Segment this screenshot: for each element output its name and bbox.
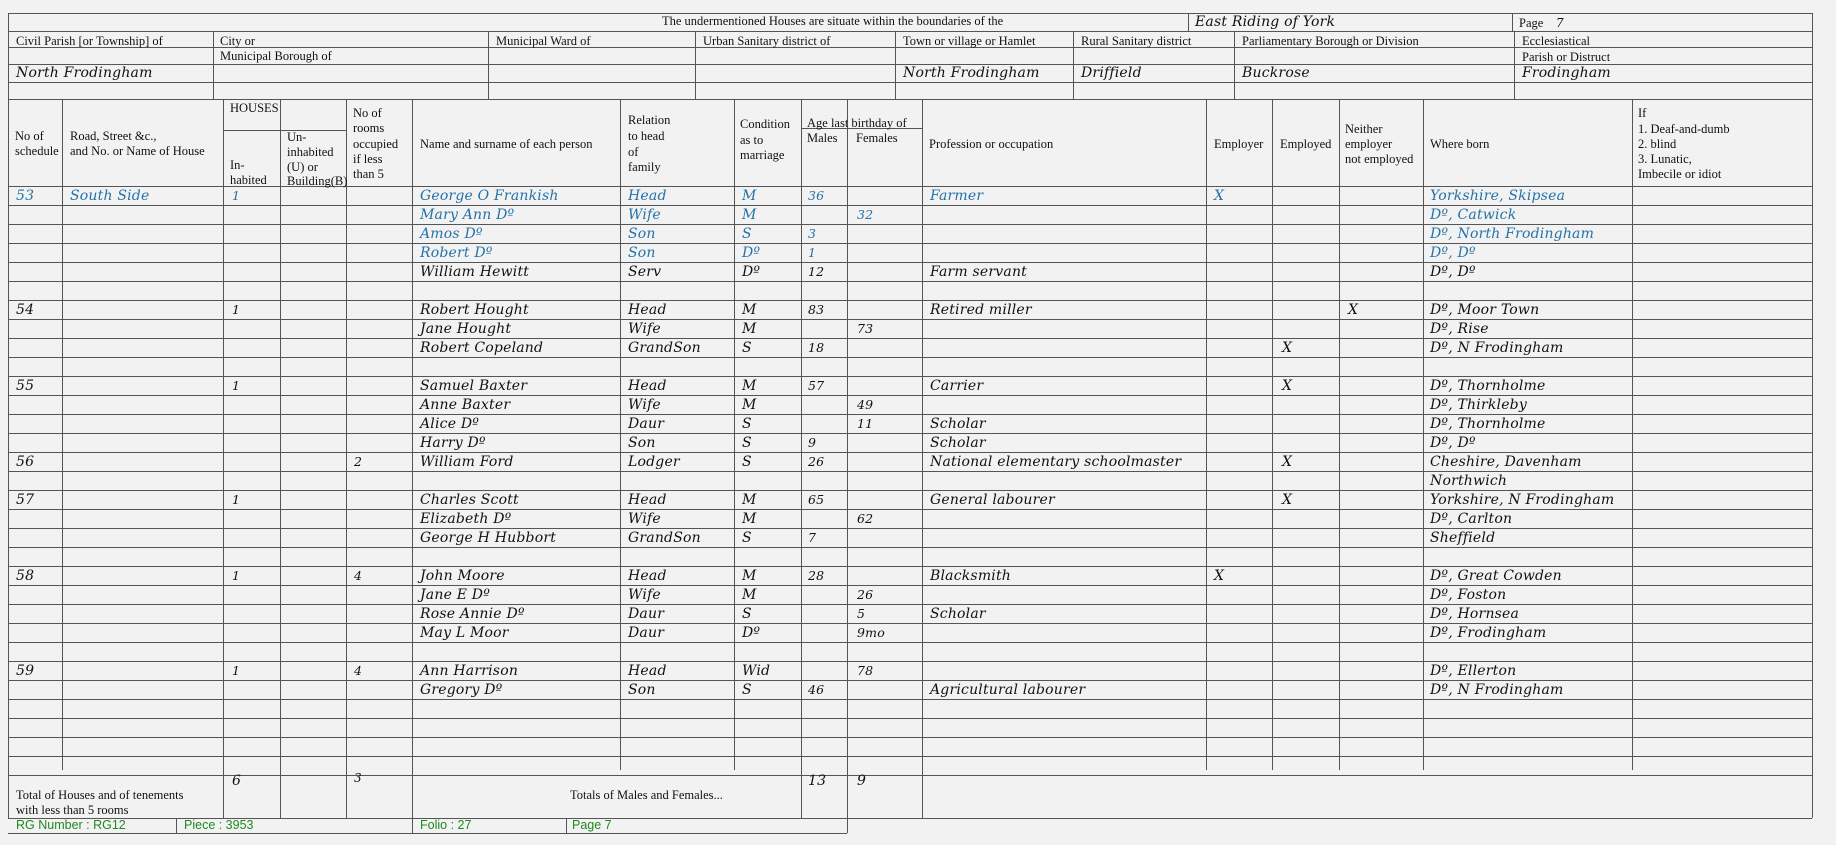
cell-inhabited: 1 [232,188,241,203]
rule-line [1234,31,1235,99]
col-infirmity-1: If [1638,106,1647,120]
rule-line [346,770,347,818]
cell-schedule: 54 [16,302,35,318]
col-infirmity-5: Imbecile or idiot [1638,167,1722,181]
rule-line [8,756,1812,757]
cell-name: Alice Dº [420,416,480,432]
municipal-borough-label: Municipal Borough of [220,49,332,63]
rule-line [8,31,1812,32]
cell-condition: S [742,340,752,356]
civil-parish-value: North Frodingham [16,65,153,81]
rule-line [1272,99,1273,770]
rule-line [1512,13,1513,31]
col-infirmity-2: 1. Deaf-and-dumb [1638,122,1730,136]
col-infirmity-3: 2. blind [1638,137,1677,151]
rule-line [8,775,1812,776]
cell-condition: S [742,454,752,470]
col-condition-2: as to [740,133,764,147]
rule-line [488,31,489,99]
cell-males: 36 [808,188,825,203]
cell-occupation: Retired miller [930,302,1032,318]
rule-line [8,99,1812,100]
cell-condition: M [742,188,757,204]
cell-where-born: Dº, N Frodingham [1430,340,1564,356]
rule-line [8,395,1812,396]
cell-relation: Head [628,378,667,394]
cell-relation: Daur [628,606,665,622]
rule-line [801,99,802,770]
cell-schedule: 57 [16,492,35,508]
cell-schedule: 55 [16,378,35,394]
cell-females: 26 [857,587,874,602]
cell-name: George H Hubbort [420,530,557,546]
rule-line [1423,99,1424,770]
rule-line [412,818,413,833]
parliamentary-value: Buckrose [1242,65,1310,81]
rule-line [223,99,224,770]
cell-road: South Side [70,188,150,204]
col-rooms-2: rooms [353,121,385,135]
col-houses: HOUSES [230,101,279,115]
cell-relation: Head [628,302,667,318]
rural-sanitary-value: Driffield [1081,65,1142,81]
rule-line [8,585,1812,586]
cell-occupation: Farmer [930,188,984,204]
totals-males-females-label: Totals of Males and Females... [570,788,723,802]
cell-males: 12 [808,264,825,279]
cell-relation: Son [628,682,656,698]
cell-males: 18 [808,340,825,355]
col-relation-2: to head [628,129,665,143]
rule-line [922,770,923,818]
footer-page: Page 7 [572,818,612,832]
cell-where-born: Dº, Frodingham [1430,625,1547,641]
cell-relation: Wife [628,321,661,337]
col-uninhabited-4: Building(B) [287,174,348,188]
cell-males: 26 [808,454,825,469]
cell-name: Jane E Dº [420,587,490,603]
rule-line [8,604,1812,605]
cell-where-born: Dº, Thornholme [1430,416,1546,432]
cell-occupation: Agricultural labourer [930,682,1086,698]
cell-name: May L Moor [420,625,509,641]
cell-males: 57 [808,378,825,393]
rule-line [922,99,923,770]
rule-line [695,31,696,99]
cell-females: 11 [857,416,874,431]
rule-line [8,528,1812,529]
cell-name: William Hewitt [420,264,530,280]
rule-line [8,205,1812,206]
cell-condition: Dº [742,625,761,641]
col-occupation: Profession or occupation [929,137,1054,151]
totals-males: 13 [808,773,827,789]
rule-line [8,300,1812,301]
rule-line [8,547,1812,548]
rule-line [8,718,1812,719]
cell-where-born: Cheshire, Davenham [1430,454,1582,470]
totals-houses-label-1: Total of Houses and of tenements [16,788,184,802]
cell-occupation: Scholar [930,416,986,432]
rule-line [8,490,1812,491]
cell-schedule: 58 [16,568,35,584]
col-uninhabited-3: (U) or [287,160,318,174]
parliamentary-label: Parliamentary Borough or Division [1242,34,1419,48]
cell-condition: S [742,530,752,546]
totals-houses-inhabited: 6 [232,773,242,789]
cell-where-born: Dº, Dº [1430,264,1476,280]
cell-name: Robert Hought [420,302,529,318]
col-neither-1: Neither [1345,122,1383,136]
cell-males: 1 [808,245,817,260]
col-road-2: and No. or Name of House [70,144,205,158]
cell-rooms: 2 [354,454,363,469]
cell-relation: Serv [628,264,662,280]
rule-line [1339,99,1340,770]
cell-relation: Head [628,663,667,679]
rule-line [8,452,1812,453]
cell-relation: Wife [628,587,661,603]
cell-inhabited: 1 [232,492,241,507]
cell-name: Anne Baxter [420,397,511,413]
rule-line [1188,13,1189,31]
cell-relation: Head [628,568,667,584]
rule-line [8,509,1812,510]
cell-employer: X [1214,568,1225,584]
cell-employed: X [1282,340,1293,356]
cell-name: Gregory Dº [420,682,503,698]
cell-where-born: Dº, Foston [1430,587,1507,603]
municipal-ward-label: Municipal Ward of [496,34,591,48]
boundary-text: The undermentioned Houses are situate within the boundaries of the [662,14,1004,28]
cell-rooms: 4 [354,663,363,678]
cell-inhabited: 1 [232,378,241,393]
cell-schedule: 53 [16,188,35,204]
rule-line [8,186,1812,187]
col-schedule-2: schedule [15,144,59,158]
cell-where-born: Dº, Catwick [1430,207,1517,223]
rule-line [847,818,848,833]
cell-occupation: Scholar [930,606,986,622]
rule-line [8,243,1812,244]
cell-where-born: Dº, Great Cowden [1430,568,1562,584]
cell-relation: Wife [628,207,661,223]
cell-employed: X [1282,378,1293,394]
cell-where-born: Dº, North Frodingham [1430,226,1595,242]
col-infirmity-4: 3. Lunatic, [1638,152,1692,166]
cell-where-born: Dº, Moor Town [1430,302,1540,318]
col-where-born: Where born [1430,137,1490,151]
cell-males: 9 [808,435,817,450]
page-value: 7 [1556,16,1564,30]
cell-relation: Head [628,492,667,508]
city-label: City or [220,34,256,48]
rule-line [412,770,413,818]
rule-line [280,130,281,770]
footer-piece: Piece : 3953 [184,818,254,832]
cell-females: 5 [857,606,866,621]
cell-name: Rose Annie Dº [420,606,525,622]
rule-line [346,99,347,770]
col-schedule-1: No of [15,129,44,143]
rule-line [1812,13,1813,818]
county-value: East Riding of York [1195,14,1336,30]
cell-employer: X [1214,188,1225,204]
town-village-label: Town or village or Hamlet [903,34,1036,48]
col-inhabited-2: habited [230,173,267,187]
cell-males: 83 [808,302,825,317]
rule-line [8,99,9,818]
cell-where-born: Sheffield [1430,530,1496,546]
rule-line [801,770,802,818]
cell-males: 3 [808,226,817,241]
rule-line [8,433,1812,434]
cell-occupation: General labourer [930,492,1055,508]
cell-name: George O Frankish [420,188,559,204]
cell-name: Ann Harrison [420,663,519,679]
cell-inhabited: 1 [232,663,241,678]
cell-where-born: Dº, Dº [1430,245,1476,261]
rule-line [734,99,735,770]
cell-condition: M [742,568,757,584]
col-relation-3: of [628,145,639,159]
urban-sanitary-label: Urban Sanitary district of [703,34,831,48]
col-uninhabited-1: Un- [287,130,307,144]
rule-line [8,818,1812,819]
cell-where-born: Dº, Carlton [1430,511,1513,527]
cell-condition: M [742,321,757,337]
rule-line [8,262,1812,263]
rule-line [8,281,1812,282]
cell-where-born: Dº, Dº [1430,435,1476,451]
cell-condition: S [742,435,752,451]
rule-line [223,130,346,131]
cell-relation: Wife [628,511,661,527]
col-relation-4: family [628,160,661,174]
rule-line [1514,31,1515,99]
cell-relation: Lodger [628,454,680,470]
cell-relation: Son [628,435,656,451]
cell-name: Elizabeth Dº [420,511,512,527]
cell-occupation: Blacksmith [930,568,1012,584]
rule-line [1206,99,1207,770]
cell-where-born: Dº, Rise [1430,321,1489,337]
civil-parish-label: Civil Parish [or Township] of [16,34,163,48]
cell-occupation: Scholar [930,435,986,451]
col-females: Females [856,131,898,145]
col-inhabited-1: In- [230,158,245,172]
rule-line [847,770,848,818]
cell-relation: Wife [628,397,661,413]
footer-rg: RG Number : RG12 [16,818,126,832]
cell-males: 7 [808,530,817,545]
rule-line [8,699,1812,700]
rule-line [8,737,1812,738]
col-age: Age last birthday of [807,116,907,130]
rule-line [176,818,177,833]
cell-where-born: Dº, Thornholme [1430,378,1546,394]
cell-condition: M [742,378,757,394]
rule-line [8,224,1812,225]
rule-line [8,376,1812,377]
col-relation-1: Relation [628,113,671,127]
rule-line [8,623,1812,624]
cell-name: Robert Copeland [420,340,544,356]
cell-condition: M [742,302,757,318]
cell-relation: GrandSon [628,340,701,356]
cell-condition: M [742,397,757,413]
cell-occupation: Farm servant [930,264,1027,280]
cell-where-born: Dº, Hornsea [1430,606,1520,622]
rule-line [847,128,848,770]
rule-line [1632,99,1633,770]
cell-condition: S [742,682,752,698]
ecclesiastical-value: Frodingham [1522,65,1611,81]
cell-condition: Dº [742,245,761,261]
rule-line [8,82,1812,83]
cell-condition: Wid [742,663,771,679]
cell-where-born: Dº, Ellerton [1430,663,1517,679]
cell-condition: M [742,207,757,223]
rule-line [1073,31,1074,99]
rule-line [8,642,1812,643]
cell-employed: X [1282,492,1293,508]
totals-houses-label-2: with less than 5 rooms [16,803,129,817]
cell-inhabited: 1 [232,568,241,583]
rule-line [8,414,1812,415]
rule-line [895,31,896,99]
cell-where-born: Dº, N Frodingham [1430,682,1564,698]
col-employed: Employed [1280,137,1332,151]
col-name: Name and surname of each person [420,137,593,151]
col-employer: Employer [1214,137,1264,151]
col-rooms-5: than 5 [353,167,384,181]
page-label: Page [1519,16,1544,30]
cell-females: 78 [857,663,874,678]
cell-where-born: Dº, Thirkleby [1430,397,1527,413]
rule-line [8,680,1812,681]
cell-relation: GrandSon [628,530,701,546]
col-uninhabited-2: inhabited [287,145,334,159]
town-village-value: North Frodingham [903,65,1040,81]
cell-where-born: Yorkshire, Skipsea [1430,188,1566,204]
cell-condition: S [742,606,752,622]
cell-name: William Ford [420,454,514,470]
rural-sanitary-label: Rural Sanitary district [1081,34,1192,48]
cell-relation: Daur [628,625,665,641]
cell-schedule: 56 [16,454,35,470]
cell-relation: Son [628,226,656,242]
parish-or-district-label: Parish or Distruct [1522,50,1611,64]
rule-line [8,566,1812,567]
cell-occupation: National elementary schoolmaster [930,454,1182,470]
cell-condition: S [742,416,752,432]
cell-name: Amos Dº [420,226,483,242]
cell-employed: X [1282,454,1293,470]
cell-females: 32 [857,207,874,222]
rule-line [566,818,567,833]
col-neither-2: employer [1345,137,1393,151]
cell-condition: M [742,492,757,508]
cell-males: 46 [808,682,825,697]
rule-line [8,471,1812,472]
cell-males: 28 [808,568,825,583]
rule-line [8,338,1812,339]
cell-rooms: 4 [354,568,363,583]
col-rooms-1: No of [353,106,382,120]
totals-females: 9 [857,773,867,789]
cell-name: Mary Ann Dº [420,207,515,223]
col-rooms-3: occupied [353,137,399,151]
col-rooms-4: if less [353,152,383,166]
cell-schedule: 59 [16,663,35,679]
totals-rooms: 3 [354,771,362,785]
cell-where-born: Northwich [1430,473,1508,489]
cell-name: Harry Dº [420,435,486,451]
rule-line [8,357,1812,358]
rule-line [8,13,9,99]
cell-condition: S [742,226,752,242]
ecclesiastical-label: Ecclesiastical [1522,34,1591,48]
cell-inhabited: 1 [232,302,241,317]
cell-females: 49 [857,397,874,412]
rule-line [213,31,214,99]
cell-condition: Dº [742,264,761,280]
cell-name: Jane Hought [420,321,512,337]
cell-name: Charles Scott [420,492,519,508]
rule-line [62,99,63,770]
cell-neither: X [1348,302,1359,318]
col-road-1: Road, Street &c., [70,129,157,143]
cell-males: 65 [808,492,825,507]
cell-condition: M [742,511,757,527]
cell-relation: Son [628,245,656,261]
rule-line [620,99,621,770]
rule-line [412,99,413,770]
cell-name: Robert Dº [420,245,493,261]
rule-line [8,833,847,834]
cell-occupation: Carrier [930,378,984,394]
footer-folio: Folio : 27 [420,818,472,832]
cell-relation: Daur [628,416,665,432]
cell-name: John Moore [420,568,505,584]
col-condition-3: marriage [740,148,785,162]
rule-line [8,661,1812,662]
rule-line [8,319,1812,320]
cell-condition: M [742,587,757,603]
col-males: Males [807,131,838,145]
rule-line [280,770,281,818]
cell-females: 62 [857,511,874,526]
col-neither-3: not employed [1345,152,1414,166]
cell-females: 73 [857,321,874,336]
cell-females: 9mo [857,625,885,640]
cell-name: Samuel Baxter [420,378,528,394]
cell-where-born: Yorkshire, N Frodingham [1430,492,1615,508]
cell-relation: Head [628,188,667,204]
rule-line [223,770,224,818]
col-condition-1: Condition [740,117,791,131]
